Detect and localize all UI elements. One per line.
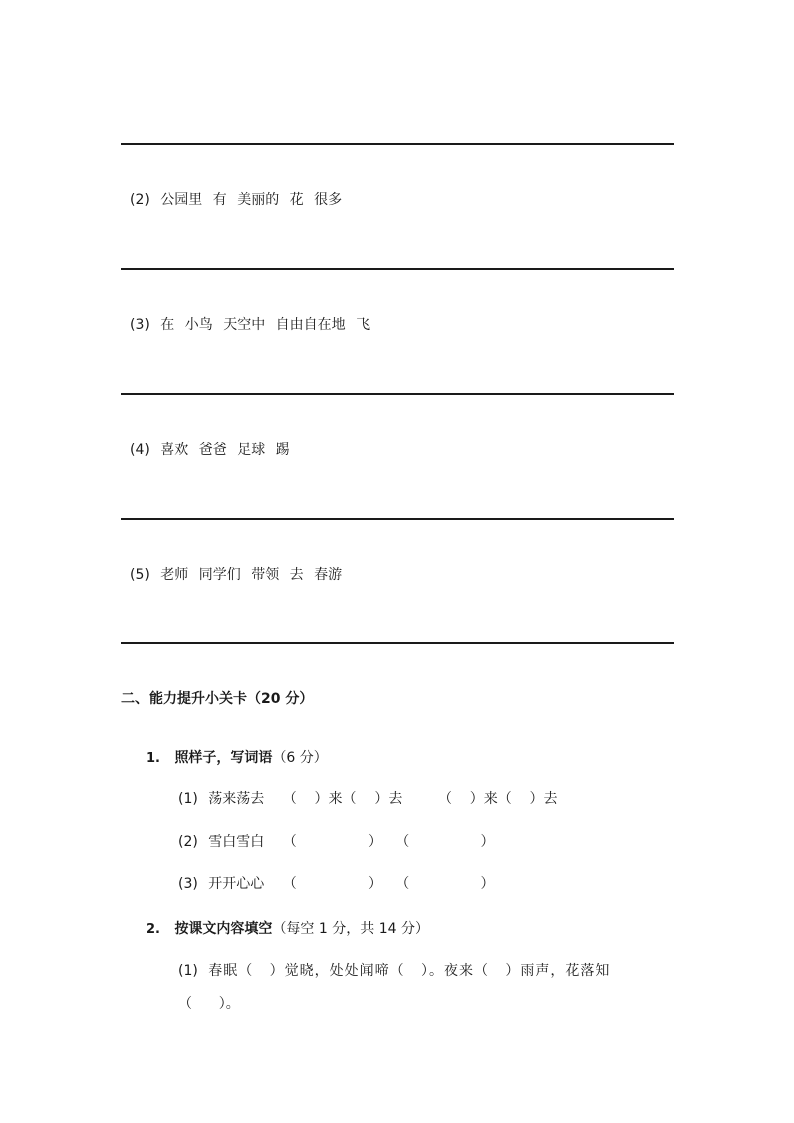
word: 美丽的 bbox=[237, 192, 280, 208]
q1-item-1 bbox=[178, 788, 558, 808]
word: 带领 bbox=[251, 567, 280, 583]
word: 老师 bbox=[160, 567, 189, 583]
section-heading: 二、能力提升小关卡（20 分） bbox=[121, 691, 314, 707]
answer-line-4[interactable] bbox=[121, 518, 674, 520]
item-number: (1) bbox=[178, 791, 198, 807]
word: 踢 bbox=[275, 442, 290, 458]
word: 春游 bbox=[314, 567, 343, 583]
q1-item-3 bbox=[178, 873, 495, 893]
sentence-number: (5) bbox=[130, 567, 150, 583]
word: 同学们 bbox=[198, 567, 241, 583]
sentence-item-5 bbox=[130, 564, 342, 584]
word: 去 bbox=[289, 567, 304, 583]
word: 天空中 bbox=[223, 317, 266, 333]
answer-line-1[interactable] bbox=[121, 143, 674, 145]
sentence-item-2 bbox=[130, 189, 342, 209]
question-title: 按课文内容填空 bbox=[174, 921, 273, 937]
question-title: 照样子，写词语 bbox=[174, 750, 273, 766]
fill-blanks[interactable]: （ ） （ ） bbox=[282, 834, 495, 850]
word: 公园里 bbox=[160, 192, 203, 208]
sentence-item-4 bbox=[130, 439, 290, 459]
answer-line-2[interactable] bbox=[121, 268, 674, 270]
word: 飞 bbox=[356, 317, 371, 333]
word: 有 bbox=[212, 192, 227, 208]
example-word: 开开心心 bbox=[208, 876, 265, 892]
item-number: (3) bbox=[178, 876, 198, 892]
question-number: 1. bbox=[146, 751, 160, 766]
fill-blanks[interactable]: （ ） （ ） bbox=[282, 876, 495, 892]
answer-line-5[interactable] bbox=[121, 642, 674, 644]
q1-item-2 bbox=[178, 831, 495, 851]
sentence-number: (2) bbox=[130, 192, 150, 208]
sentence-item-3 bbox=[130, 314, 370, 334]
word: 自由自在地 bbox=[275, 317, 346, 333]
sentence-number: (4) bbox=[130, 442, 150, 458]
word: 花 bbox=[289, 192, 304, 208]
q2-item-1 bbox=[178, 960, 610, 980]
question-number: 2. bbox=[146, 922, 160, 937]
word: 足球 bbox=[237, 442, 266, 458]
example-word: 荡来荡去 bbox=[208, 791, 265, 807]
example-word: 雪白雪白 bbox=[208, 834, 265, 850]
item-number: (1) bbox=[178, 963, 198, 979]
question-2 bbox=[146, 918, 429, 938]
item-number: (2) bbox=[178, 834, 198, 850]
sentence-number: (3) bbox=[130, 317, 150, 333]
q2-item-1-continued[interactable]: （ ）。 bbox=[178, 996, 240, 1012]
word: 喜欢 bbox=[160, 442, 189, 458]
question-1 bbox=[146, 747, 328, 767]
word: 很多 bbox=[314, 192, 343, 208]
word: 爸爸 bbox=[198, 442, 227, 458]
question-score: （每空 1 分，共 14 分） bbox=[272, 921, 429, 937]
poem-fill-line[interactable]: 春眠（ ）觉晓，处处闻啼（ ）。夜来（ ）雨声，花落知 bbox=[208, 963, 611, 979]
word: 在 bbox=[160, 317, 175, 333]
fill-blanks[interactable]: （ ）来（ ）去 （ ）来（ ）去 bbox=[282, 791, 558, 807]
question-score: （6 分） bbox=[272, 750, 328, 766]
word: 小鸟 bbox=[184, 317, 213, 333]
answer-line-3[interactable] bbox=[121, 393, 674, 395]
